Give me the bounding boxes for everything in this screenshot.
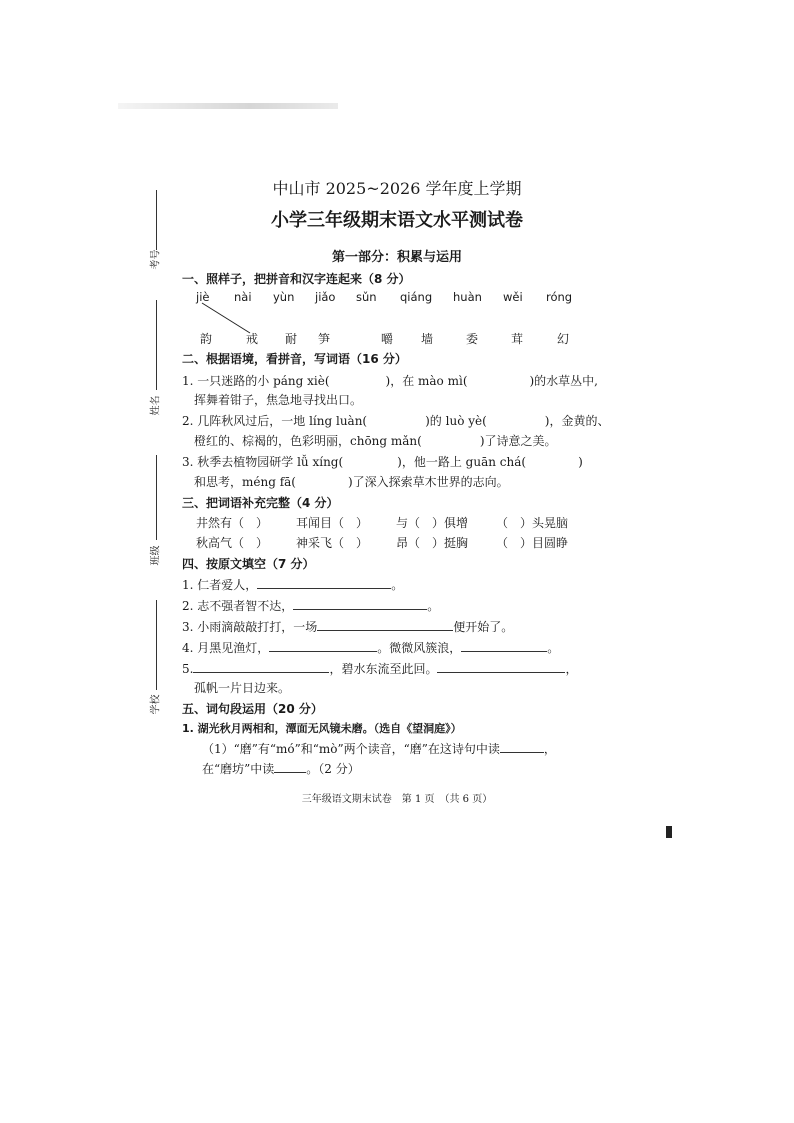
section-4-heading: 四、按原文填空（7 分） bbox=[182, 557, 315, 571]
idiom-1[interactable]: 井然有（ ） bbox=[196, 516, 269, 530]
answer-mo-reading-1[interactable] bbox=[500, 740, 544, 753]
class-label: 班级 bbox=[150, 545, 162, 566]
recite-4-text-a: 4. 月黑见渔灯， bbox=[182, 641, 270, 655]
s2-l3-c: )，金黄的、 bbox=[544, 414, 610, 428]
recite-5-blank-2[interactable] bbox=[437, 660, 565, 673]
recite-4 bbox=[182, 639, 559, 656]
pinyin-2: nài bbox=[234, 290, 252, 304]
recite-4-end: 。 bbox=[547, 641, 560, 655]
hanzi-1: 韵 bbox=[200, 332, 213, 346]
recite-5-text-a: 5. bbox=[182, 662, 194, 676]
answer-mo-reading-2[interactable] bbox=[274, 760, 306, 773]
scan-artifact bbox=[118, 103, 338, 109]
recite-2 bbox=[182, 597, 439, 614]
s2-l5-a: 3. 秋季去植物园研学 lǚ xíng( bbox=[182, 455, 344, 469]
s5-q1b-end: 。（2 分） bbox=[306, 762, 360, 776]
recite-4-text-b: 。微微风簇浪， bbox=[377, 641, 462, 655]
idiom-5[interactable]: 秋高气（ ） bbox=[196, 536, 269, 550]
section-1-heading: 一、照样子，把拼音和汉字连起来（8 分） bbox=[182, 272, 411, 286]
exam-no-label: 考号 bbox=[150, 249, 162, 270]
recite-2-blank[interactable] bbox=[293, 597, 427, 610]
s2-l1-a: 1. 一只迷路的小 páng xiè( bbox=[182, 374, 330, 388]
s2-line-1 bbox=[182, 372, 598, 389]
scan-mark bbox=[666, 826, 672, 838]
s2-l4-b: )了诗意之美。 bbox=[479, 434, 557, 448]
s2-l6-b: )了深入探索草木世界的志向。 bbox=[347, 475, 509, 489]
recite-5-text-b: ，碧水东流至此回。 bbox=[329, 662, 438, 676]
hanzi-3: 耐 bbox=[285, 332, 298, 346]
pinyin-3: yùn bbox=[273, 290, 295, 304]
s5-q1-text: （1）“磨”有“mó”和“mò”两个读音，“磨”在这诗句中读 bbox=[202, 742, 500, 756]
idiom-3[interactable]: 与（ ）俱增 bbox=[396, 516, 469, 530]
recite-4-blank-2[interactable] bbox=[461, 639, 547, 652]
poem-line: 1. 湖光秋月两相和，潭面无风镜未磨。（选自《望洞庭》） bbox=[182, 722, 462, 735]
recite-5-blank-1[interactable] bbox=[193, 660, 329, 673]
pinyin-4: jiǎo bbox=[315, 290, 336, 304]
s2-line-5 bbox=[182, 453, 583, 470]
section-5-heading: 五、词句段运用（20 分） bbox=[182, 702, 323, 716]
recite-1-end: 。 bbox=[391, 578, 404, 592]
s2-l5-c: ) bbox=[578, 455, 583, 469]
exam-title: 小学三年级期末语文水平测试卷 bbox=[271, 210, 523, 231]
hanzi-8: 茸 bbox=[511, 332, 524, 346]
s2-l3-b: )的 luò yè( bbox=[425, 414, 487, 428]
section-3-heading: 三、把词语补充完整（4 分） bbox=[182, 496, 339, 510]
idiom-8[interactable]: （ ）目圆睁 bbox=[496, 536, 569, 550]
pinyin-6: qiáng bbox=[400, 290, 433, 304]
class-line bbox=[156, 455, 157, 540]
school-label: 学校 bbox=[150, 694, 162, 715]
recite-1 bbox=[182, 576, 403, 593]
recite-4-blank-1[interactable] bbox=[269, 639, 377, 652]
recite-3-text-b: 便开始了。 bbox=[453, 620, 514, 634]
pinyin-1: jiè bbox=[196, 290, 210, 304]
name-line bbox=[156, 300, 157, 390]
idiom-7[interactable]: 昂（ ）挺胸 bbox=[396, 536, 469, 550]
hanzi-4: 笋 bbox=[318, 332, 331, 346]
hanzi-9: 幻 bbox=[557, 332, 570, 346]
name-label: 姓名 bbox=[150, 395, 162, 416]
recite-5-end: ， bbox=[565, 662, 578, 676]
section-2-heading: 二、根据语境，看拼音，写词语（16 分） bbox=[182, 352, 407, 366]
hanzi-5: 嚼 bbox=[381, 332, 394, 346]
recite-5 bbox=[182, 660, 577, 677]
recite-2-text: 2. 志不强者智不达， bbox=[182, 599, 294, 613]
recite-2-end: 。 bbox=[427, 599, 440, 613]
s2-line-2: 挥舞着钳子，焦急地寻找出口。 bbox=[194, 393, 363, 407]
pinyin-5: sǔn bbox=[356, 290, 377, 304]
s2-line-4 bbox=[194, 432, 557, 449]
s2-line-6 bbox=[194, 473, 509, 490]
idiom-4[interactable]: （ ）头晃脑 bbox=[496, 516, 569, 530]
part-title: 第一部分：积累与运用 bbox=[331, 250, 462, 265]
s5-q1-line-1 bbox=[202, 740, 556, 757]
hanzi-2: 戒 bbox=[246, 332, 259, 346]
recite-5-line-2: 孤帆一片日边来。 bbox=[194, 681, 291, 695]
pinyin-8: wěi bbox=[503, 290, 523, 304]
recite-1-blank[interactable] bbox=[257, 576, 391, 589]
school-line bbox=[156, 600, 157, 690]
pinyin-9: róng bbox=[546, 290, 573, 304]
page-footer: 三年级语文期末试卷 第 1 页 （共 6 页） bbox=[301, 794, 493, 805]
exam-term-title: 中山市 2025~2026 学年度上学期 bbox=[272, 179, 522, 198]
hanzi-6: 墙 bbox=[421, 332, 434, 346]
hanzi-7: 委 bbox=[466, 332, 479, 346]
s2-l5-b: )，他一路上 guān chá( bbox=[397, 455, 527, 469]
pinyin-7: huàn bbox=[453, 290, 482, 304]
s2-l1-c: )的水草丛中, bbox=[529, 374, 598, 388]
s5-q1-end: ， bbox=[543, 742, 556, 756]
idiom-2[interactable]: 耳闻目（ ） bbox=[296, 516, 369, 530]
recite-1-text: 1. 仁者爱人， bbox=[182, 578, 258, 592]
recite-3-blank[interactable] bbox=[317, 618, 453, 631]
recite-3 bbox=[182, 618, 513, 635]
s5-q1b-text: 在“磨坊”中读 bbox=[202, 762, 275, 776]
s2-l4-a: 橙红的、棕褐的，色彩明丽，chōng mǎn( bbox=[194, 434, 422, 448]
s5-q1-line-2 bbox=[202, 760, 360, 777]
s2-l6-a: 和思考，méng fā( bbox=[194, 475, 296, 489]
s2-line-3 bbox=[182, 412, 609, 429]
s2-l1-b: )，在 mào mì( bbox=[385, 374, 468, 388]
s2-l3-a: 2. 几阵秋风过后，一地 líng luàn( bbox=[182, 414, 368, 428]
idiom-6[interactable]: 神采飞（ ） bbox=[296, 536, 369, 550]
recite-3-text-a: 3. 小雨滴敲敲打打，一场 bbox=[182, 620, 318, 634]
